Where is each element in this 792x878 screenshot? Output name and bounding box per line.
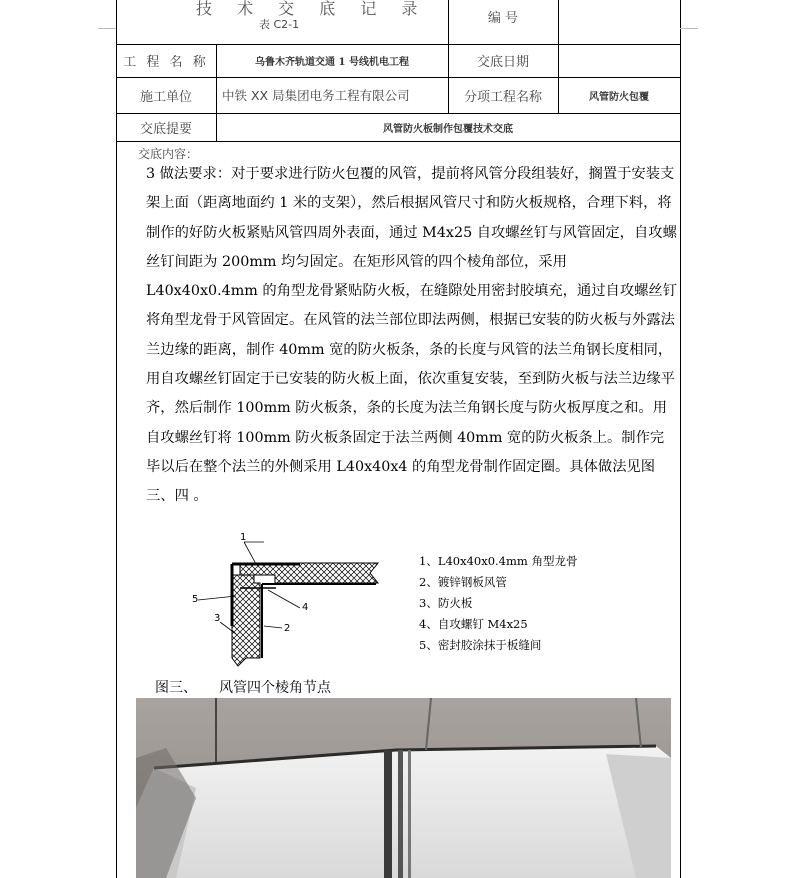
callout-5: 5 [192, 594, 199, 605]
content-paragraph-text: 3 做法要求：对于要求进行防火包覆的风管，提前将风管分段组装好，搁置于安装支架上面（距离地面约 1 米的支架），然后根据风管尺寸和防火板规格，合理下料，将制作的好防火板紧贴风管四周外表面，通过 M4x25 自攻螺丝钉与风管固定，自攻螺丝钉间距为 200mm 均匀固定。在矩形风管的四个棱角部位，采用 L40x40x0.4mm 的角型龙骨紧贴防火板，在缝隙处用密封胶填充，通过自攻螺丝钉将角型龙骨于风管固定。在风管的法兰部位即法两侧，根据已安装的防火板与外露法兰边缘的距离，制作 40mm 宽的防火板条，条的长度与风管的法兰角钢长度相同，用自攻螺丝钉固定于已安装的防火板上面，依次重复安装，至到防火板与法兰边缘平齐，然后制作 100mm 防火板条，条的长度为法兰角钢长度与防火板厚度之和。用自攻螺丝钉将 100mm 防火板条固定于法兰两侧 40mm 宽的防火板条上。制作完毕以后在整个法兰的外侧采用 L40x40x4 的角型龙骨制作固定圈。具体做法见图三、四 。 [146, 166, 678, 505]
fireboard-top [240, 563, 378, 583]
corner-mark [98, 28, 116, 29]
number-value [558, 0, 680, 44]
figure-legend [419, 551, 577, 656]
sub-project-label: 分项工程名称 [463, 89, 542, 105]
caption-text: 风管四个棱角节点 [219, 680, 331, 696]
number-label: 编 号 [487, 10, 519, 26]
corner-node-diagram [180, 530, 390, 670]
duct-body [136, 746, 671, 878]
project-name-label: 工 程 名 称 [123, 55, 209, 70]
callout-3: 3 [214, 613, 221, 624]
flange-strip [408, 750, 411, 878]
content-label: 交底内容： [138, 147, 199, 161]
legend-item: 5、密封胶涂抹于板缝间 [419, 638, 542, 652]
leader-line [264, 626, 282, 628]
summary-label: 交底提要 [139, 121, 192, 137]
duct-photo [136, 698, 671, 878]
flange-strip [398, 750, 403, 878]
construction-unit-value: 中铁 XX 局集团电务工程有限公司 [222, 88, 410, 103]
construction-unit-label: 施工单位 [139, 89, 192, 105]
callout-4: 4 [302, 602, 309, 613]
date-label: 交底日期 [476, 55, 529, 70]
frame-right [680, 0, 681, 878]
content-paragraph [116, 160, 678, 512]
legend-item: 3、防火板 [419, 596, 473, 610]
flange-strip [384, 750, 392, 878]
callout-1: 1 [240, 532, 247, 543]
sub-project-value: 风管防火包覆 [589, 91, 649, 103]
legend-item: 1、L40x40x0.4mm 角型龙骨 [419, 554, 578, 568]
legend-item: 2、镀锌钢板风管 [419, 575, 507, 589]
leader-line [268, 590, 300, 608]
corner-mark [680, 28, 698, 29]
form-number: 表 C2-1 [259, 18, 300, 31]
duct-wall [262, 584, 376, 658]
form-title: 技 术 交 底 记 录 [196, 0, 428, 18]
legend-item: 4、自攻螺钉 M4x25 [419, 617, 528, 631]
leader-line [244, 542, 256, 564]
summary-value: 风管防火板制作包覆技术交底 [383, 123, 513, 135]
date-value [558, 44, 680, 77]
leader-line [198, 596, 236, 600]
callout-2: 2 [284, 623, 291, 634]
figure-caption [155, 677, 331, 697]
project-name-value: 乌鲁木齐轨道交通 1 号线机电工程 [255, 57, 409, 68]
caption-number: 图三、 [155, 680, 197, 696]
row-line [116, 141, 680, 142]
